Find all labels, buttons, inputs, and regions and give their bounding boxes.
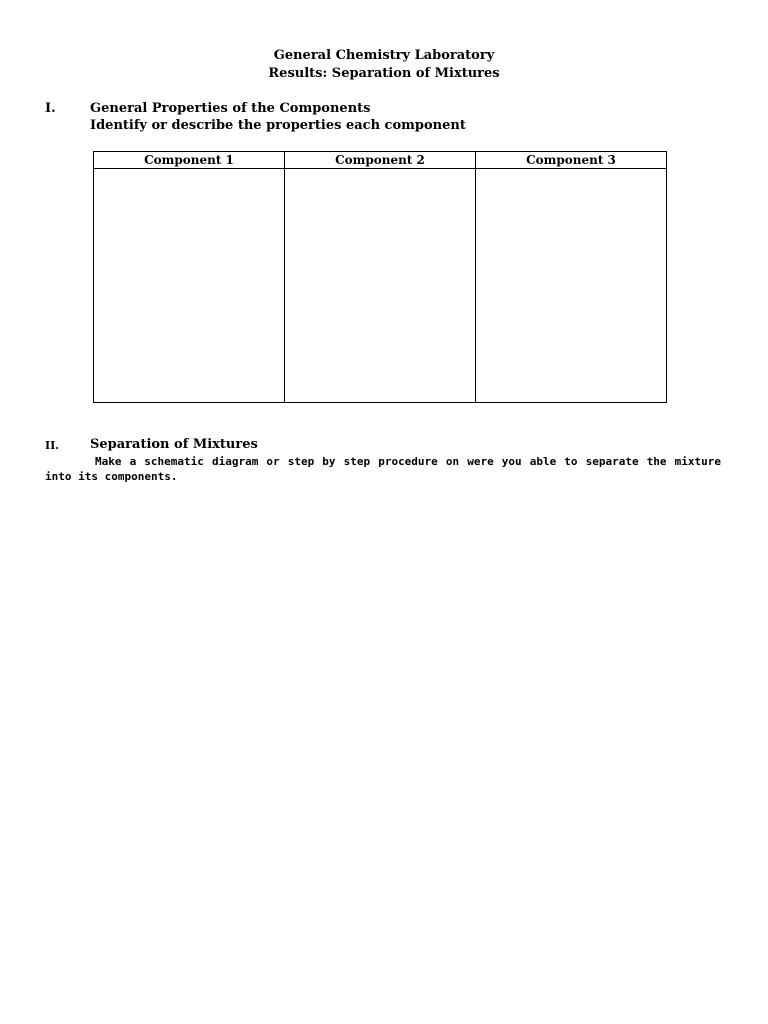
column-header-component-3: Component 3 bbox=[476, 152, 667, 169]
component-3-cell[interactable] bbox=[476, 169, 667, 403]
section-1-heading: General Properties of the Components bbox=[90, 101, 371, 116]
section-2-number: II. bbox=[45, 439, 60, 452]
components-table-grid bbox=[93, 151, 667, 403]
column-header-component-1: Component 1 bbox=[94, 152, 285, 169]
page-subtitle: Results: Separation of Mixtures bbox=[268, 66, 500, 81]
section-1-instruction: Identify or describe the properties each component bbox=[90, 118, 466, 133]
section-2-instruction: Make a schematic diagram or step by step procedure on were you able to separate the mixture into its components. bbox=[45, 455, 721, 483]
page-title: General Chemistry Laboratory bbox=[273, 48, 495, 63]
component-2-cell[interactable] bbox=[285, 169, 476, 403]
section-2-heading: Separation of Mixtures bbox=[90, 437, 258, 452]
components-table bbox=[93, 151, 667, 403]
table-row bbox=[94, 169, 667, 403]
component-1-cell[interactable] bbox=[94, 169, 285, 403]
section-1-number: I. bbox=[45, 101, 56, 116]
column-header-component-2: Component 2 bbox=[285, 152, 476, 169]
table-header-row bbox=[94, 152, 667, 169]
